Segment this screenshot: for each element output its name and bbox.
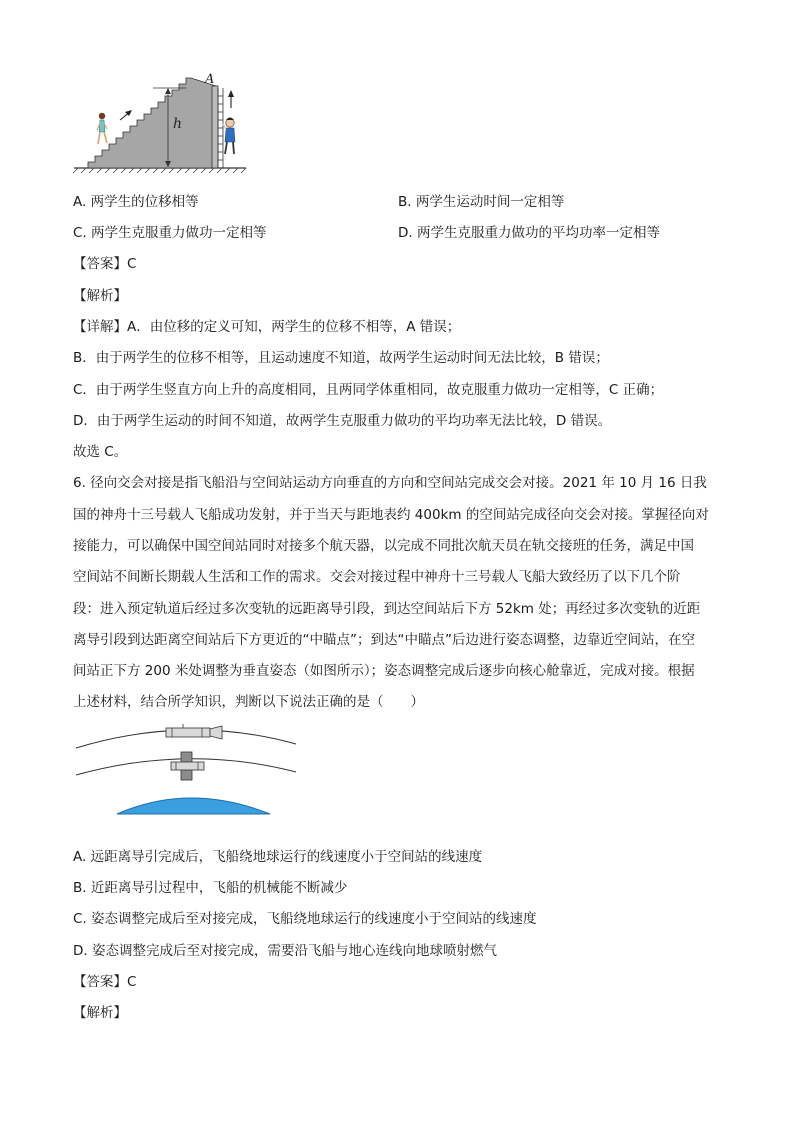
- q6-option-b: B. 近距离导引过程中，飞船的机械能不断减少: [73, 880, 348, 896]
- q5-option-d: D. 两学生克服重力做功的平均功率一定相等: [398, 225, 660, 241]
- q6-stem-line: 段：进入预定轨道后经过多次变轨的远距离导引段，到达空间站后下方 52km 处；再经过多次变轨的近距: [73, 601, 701, 617]
- q5-analysis-line: B．由于两学生的位移不相等，且运动速度不知道，故两学生运动时间无法比较，B 错误；: [73, 350, 609, 366]
- boy-figure: [223, 118, 235, 155]
- q5-option-a: A. 两学生的位移相等: [73, 194, 199, 210]
- q5-analysis-heading: 【解析】: [73, 288, 127, 304]
- height-arrow-up: [165, 88, 171, 94]
- girl-figure: [97, 113, 107, 144]
- q6-stem-line: 接能力，可以确保中国空间站同时对接多个航天器，以完成不同批次航天员在轨交接班的任务，满足中国: [73, 538, 694, 554]
- wall: [212, 86, 218, 168]
- label-h: h: [173, 116, 183, 132]
- q6-stem-line: 上述材料，结合所学知识，判断以下说法正确的是（ ）: [73, 694, 424, 710]
- docking-figure: [72, 722, 304, 818]
- ground-hatching: [73, 168, 246, 173]
- ladder: [218, 88, 223, 168]
- q5-answer: 【答案】C: [73, 256, 137, 272]
- staircase: [88, 78, 216, 168]
- label-A: A: [205, 72, 215, 87]
- q6-stem-line: 国的神舟十三号载人飞船成功发射，并于当天与距地表约 400km 的空间站完成径向交会对接。掌握径向对: [73, 507, 709, 523]
- q6-option-c: C. 姿态调整完成后至对接完成，飞船绕地球运行的线速度小于空间站的线速度: [73, 911, 537, 927]
- q5-analysis-line: 【详解】A．由位移的定义可知，两学生的位移不相等，A 错误；: [73, 319, 461, 335]
- q6-stem-line: 空间站不间断长期载人生活和工作的需求。交会对接过程中神舟十三号载人飞船大致经历了以下几个阶: [73, 569, 681, 585]
- q6-stem-line: 间站正下方 200 米处调整为垂直姿态（如图所示）；姿态调整完成后逐步向核心舱靠近，完成对接。根据: [73, 663, 695, 679]
- q5-option-b: B. 两学生运动时间一定相等: [398, 194, 565, 210]
- q6-option-a: A. 远距离导引完成后，飞船绕地球运行的线速度小于空间站的线速度: [73, 849, 483, 865]
- q5-option-c: C. 两学生克服重力做功一定相等: [73, 225, 267, 241]
- space-station: [166, 724, 222, 739]
- stairs-ladder-figure: [70, 70, 260, 175]
- q5-analysis-line: D．由于两学生运动的时间不知道，故两学生克服重力做功的平均功率无法比较，D 错误。: [73, 413, 612, 429]
- spacecraft: [171, 752, 204, 780]
- q6-answer: 【答案】C: [73, 974, 137, 990]
- q6-stem-line: 离导引段到达距离空间站后下方更近的“中瞄点”；到达“中瞄点”后边进行姿态调整，边靠近空间站，在空: [73, 632, 695, 648]
- q6-analysis-heading: 【解析】: [73, 1005, 127, 1021]
- q5-conclusion: 故选 C。: [73, 444, 128, 460]
- q6-option-d: D. 姿态调整完成后至对接完成，需要沿飞船与地心连线向地球喷射燃气: [73, 943, 497, 959]
- q6-stem-line: 6. 径向交会对接是指飞船沿与空间站运动方向垂直的方向和空间站完成交会对接。2021 年 10 月 16 日我: [73, 475, 707, 491]
- q5-analysis-line: C．由于两学生竖直方向上升的高度相同，且两同学体重相同，故克服重力做功一定相等，C 正确；: [73, 382, 664, 398]
- boy-motion-arrowhead: [228, 90, 234, 97]
- earth: [117, 798, 270, 814]
